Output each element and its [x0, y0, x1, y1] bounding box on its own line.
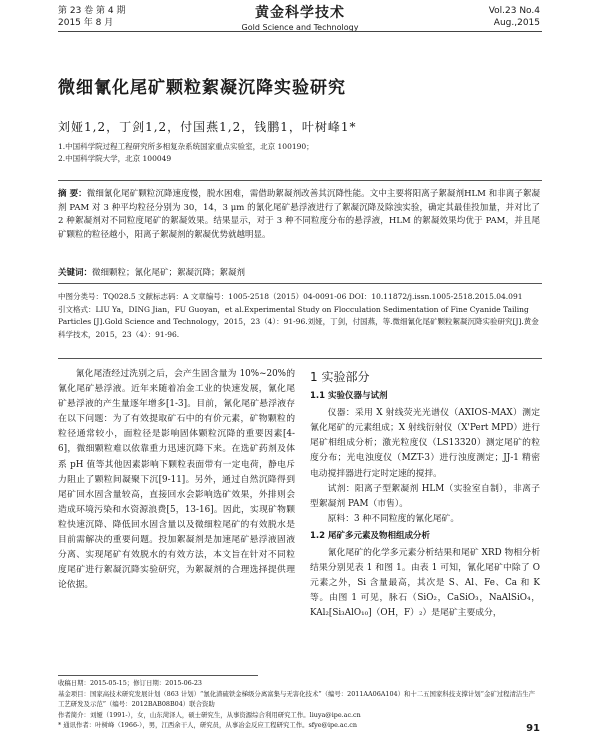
abstract-label: 摘 要： [58, 189, 87, 199]
header-right [489, 5, 540, 29]
header-divider [58, 31, 542, 32]
paragraph-instruments: 仪器：采用 X 射线荧光光谱仪（AXIOS-MAX）测定氰化尾矿的元素组成；X 射线衍射仪（X'Pert MPD）进行尾矿相组成分析；激光粒度仪（LS13320）测定尾矿的粒度分布；光电浊度仪（MZT-3）进行浊度测定；JJ-1 精密电动搅拌器进行定时定速的搅拌。 [310, 408, 540, 479]
affiliation-2: 2.中国科学院大学，北京 100049 [58, 154, 172, 163]
date-cn: 2015 年 8 月 [58, 18, 114, 28]
paragraph-reagents: 试剂：阳离子型絮凝剂 HLM（实验室自制），非离子型絮凝剂 PAM（市售）。 [310, 483, 540, 509]
affiliations [58, 141, 314, 165]
volume-issue-en: Vol.23 No.4 [488, 6, 540, 16]
footnote-corresponding: * 通讯作者：叶树峰（1966-），男，江西余干人，研究员，从事冶金反应工程研究工作。sfye@ipe.ac.cn [58, 721, 358, 729]
meta-divider [58, 283, 542, 284]
classification-line: 中图分类号：TQ028.5 文献标志码：A 文章编号：1005-2518（2015）04-0091-06 DOI：10.11872/j.issn.1005-2518.2015.04.091 [58, 292, 523, 301]
footnote-received: 收稿日期：2015-05-15；修订日期：2015-06-23 [58, 679, 202, 687]
footnote-author: 作者简介：刘娅（1991-），女，山东菏泽人，硕士研究生，从事资源综合利用研究工作。liuya@ipe.ac.cn [58, 710, 361, 719]
right-column [310, 367, 540, 622]
section-heading-1: 1 实验部分 [310, 370, 370, 384]
left-column [58, 367, 295, 593]
page-number: 91 [526, 723, 540, 734]
keywords [58, 267, 540, 280]
article-title: 微细氰化尾矿颗粒絮凝沉降实验研究 [58, 78, 346, 98]
keywords-text: 微细颗粒；氰化尾矿；絮凝沉降；絮凝剂 [92, 268, 246, 278]
keywords-label: 关键词： [58, 268, 93, 278]
footnote-funding: 基金项目：国家高技术研究发展计划（863 计划）“氰化渣硫铁金梯级分离富集与无害化技术”（编号：2011AA06A104）和十二五国家科技支撑计划“金矿过程清洁生产工艺研发及示范”（编号：2012BAB08B04）联合资助 [58, 689, 536, 708]
abstract-text: 微细氰化尾矿颗粒沉降速度慢，脱水困难，需借助絮凝剂改善其沉降性能。文中主要将阳离子絮凝剂HLM 和非离子絮凝剂 PAM 对 3 种平均粒径分别为 30，14，3 μm 的氰化尾矿悬浮液进行了絮凝沉降及除浊实验，确定其最佳投加量，并对比了 2 种絮凝剂对不同粒度尾矿的絮凝效果。结果显示，对于 3 种不同粒度分布的悬浮液，HLM 的絮凝效果均优于 PAM，并且尾矿颗粒的粒径越小，阳离子絮凝剂的絮凝优势就越明显。 [58, 189, 540, 240]
date-en: Aug.,2015 [493, 18, 540, 28]
abstract-top-divider [58, 180, 542, 181]
body-top-divider [58, 358, 542, 359]
paragraph-composition: 氰化尾矿的化学多元素分析结果和尾矿 XRD 物相分析结果分别见表 1 和图 1。由表 1 可知，氰化尾矿中除了 O 元素之外，Si 含量最高，其次是 S、Al、Fe、Ca 和 K 等。由图 1 可见，脉石（SiO₂，CaSiO₃，NaAlSiO₄，KAl₂[Si₃AlO₁₀]（OH，F）₂）是尾矿主要成分， [310, 548, 540, 619]
intro-paragraph: 氰化尾渣经过洗别之后，会产生固含量为 10%~20%的氰化尾矿悬浮液。近年来随着冶金工业的快速发展，氰化尾矿悬浮液的产生量逐年增多[1-3]。目前，氰化尾矿悬浮液存在以下问题：为了有效提取矿石中的有价元素，矿物颗粒的粒径通常较小，面粒径是影响固体颗粒沉降的重要因素[4-6]，微细颗粒难以依靠重力迅速沉降下来。在选矿药剂及体系 pH 值等其他因素影响下颗粒表面带有一定电荷，静电斥力阻止了颗粒间凝聚下沉[9-11]。另外，通过自然沉降得到尾矿回水固含量较高，直接回水会影响选矿效果，外排则会造成环境污染和水资源浪费[5，13-16]。因此，实现矿物颗粒快速沉降、降低回水固含量以及微细粒尾矿的有效脱水是目前需解决的重要问题。投加絮凝剂是加速尾矿悬浮液固液分离、实现尾矿有效脱水的有效方法，本文旨在针对不同粒度尾矿进行絮凝沉降实验研究，为絮凝剂的合理选择提供理论依据。 [58, 369, 295, 591]
journal-logo: 黄金科学技术 [255, 5, 345, 21]
footnotes [58, 678, 540, 731]
footnote-divider [58, 675, 258, 676]
page-header [0, 0, 600, 34]
volume-issue-cn: 第 23 卷 第 4 期 [58, 6, 126, 16]
abstract [58, 188, 540, 242]
journal-name-en: Gold Science and Technology [241, 23, 359, 32]
paragraph-materials: 原料：3 种不同粒度的氰化尾矿。 [327, 513, 460, 524]
citation-format: 引文格式：LIU Ya，DING Jian，FU Guoyan，et al.Experimental Study on Flocculation Sedimentation of Fine Cyanide Tailing Particles [J].Gold Science and Technology，2015，23（4）：91-96.刘娅，丁剑，付国燕，等.微细氰化尾矿颗粒絮凝沉降实验研究[J].黄金科学技术，2015，23（4）：91-96. [58, 304, 539, 339]
subsection-heading-1-1: 1.1 实验仪器与试剂 [310, 391, 388, 402]
affiliation-1: 1.中国科学院过程工程研究所多相复杂系统国家重点实验室，北京 100190； [58, 142, 314, 151]
subsection-heading-1-2: 1.2 尾矿多元素及物相组成分析 [310, 530, 431, 541]
article-authors: 刘娅1,2，丁剑1,2，付国燕1,2，钱鹏1，叶树峰1* [58, 120, 357, 134]
article-meta [58, 291, 540, 341]
